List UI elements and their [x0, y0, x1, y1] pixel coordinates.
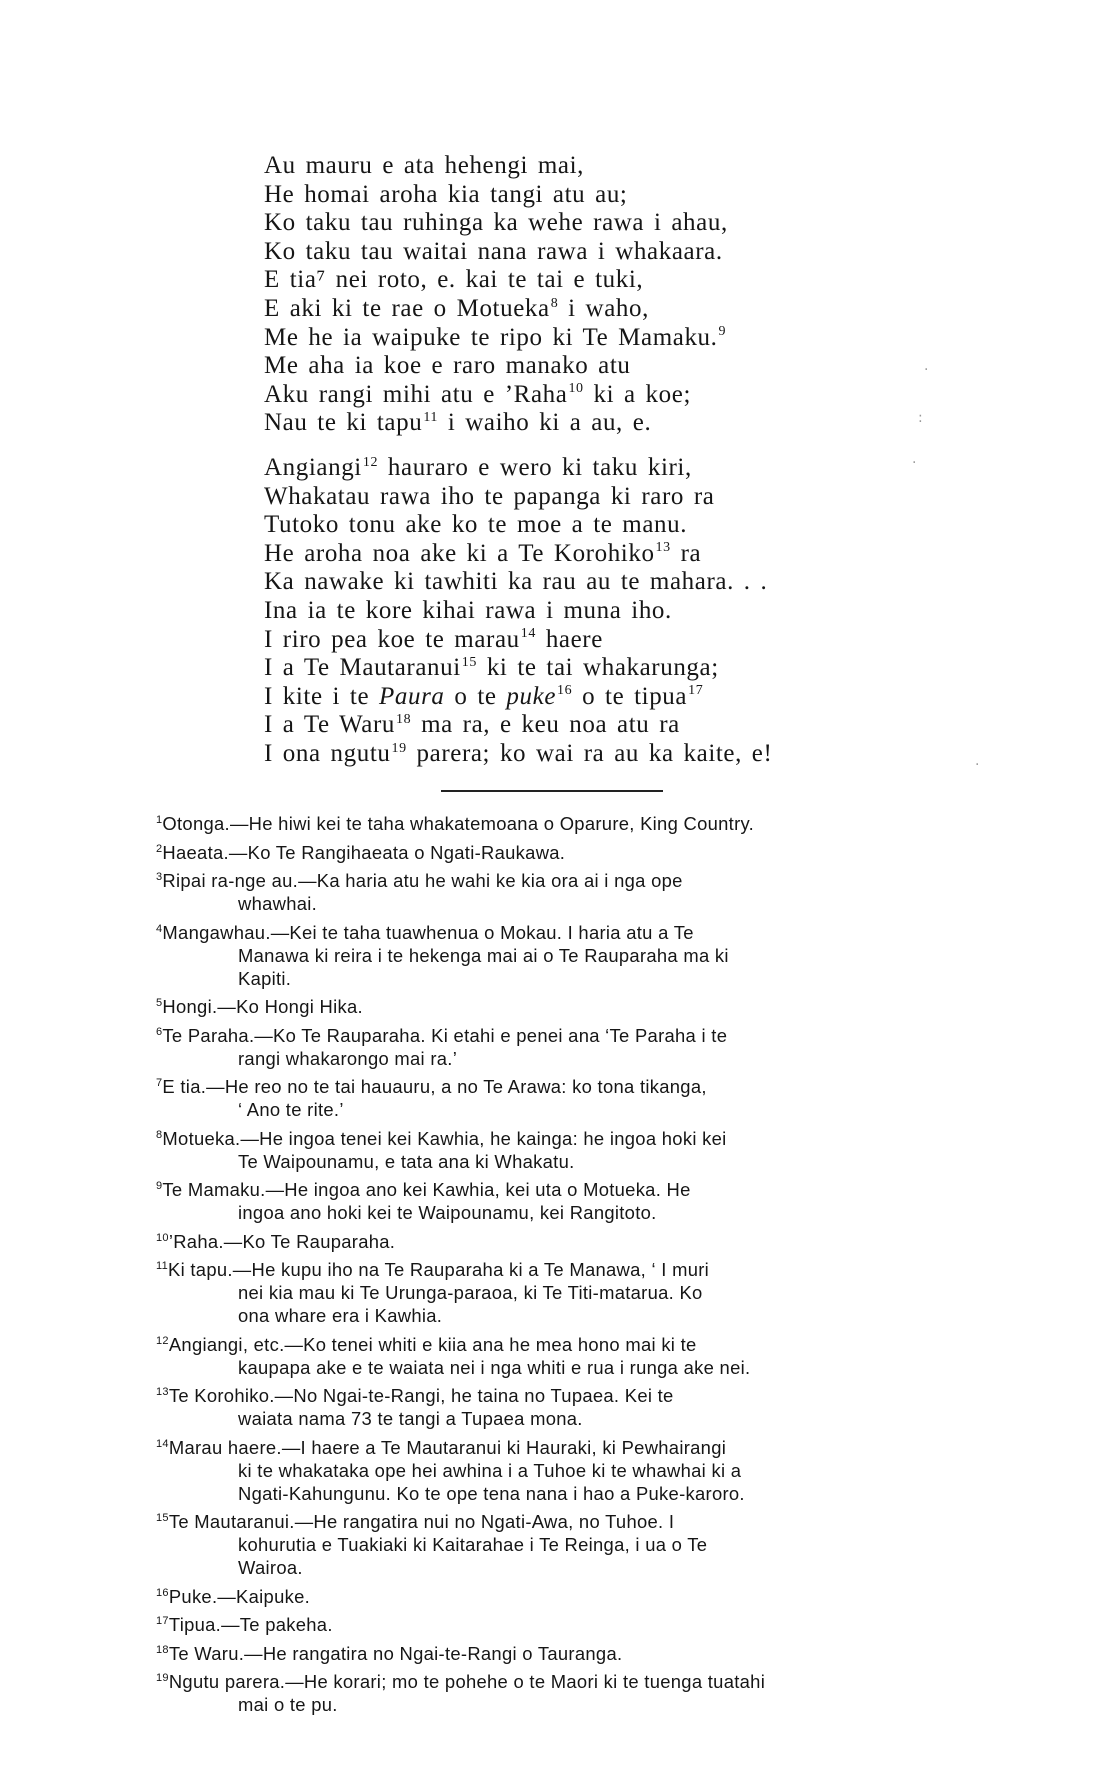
footnote-continuation: kaupapa ake e te waiata nei i nga whiti e rua i runga ake nei. — [238, 1356, 751, 1378]
footnote-first-line: $^6$Te Paraha.—Ko Te Rauparaha. Ki etahi e penei ana ‘Te Paraha i te — [156, 1024, 728, 1046]
footnote-number: 10 — [156, 1231, 169, 1244]
footnote — [156, 1510, 964, 1579]
footnote-number: 7 — [156, 1076, 163, 1089]
footnote — [156, 812, 964, 835]
footnote-first-line: $^7$E tia.—He reo no te tai hauauru, a no Te Arawa: ko tona tikanga, — [156, 1076, 707, 1097]
footnote-continuation: waiata nama 73 te tangi a Tupaea mona. — [238, 1408, 583, 1429]
poem-line: Ko taku tau ruhinga ka wehe rawa i ahau, — [264, 209, 728, 237]
poem-line: I a Te Waru$^{18}$ ma ra, e keu noa atu ra — [264, 711, 680, 739]
poem-line: Me he ia waipuke te ripo ki Te Mamaku.$^9$ — [264, 323, 727, 351]
footnote-number: 16 — [156, 1586, 169, 1599]
poem-line: Me aha ia koe e raro manako atu — [264, 352, 631, 380]
footnote — [156, 1127, 964, 1173]
footnote-continuation: Ngati-Kahungunu. Ko te ope tena nana i hao a Puke-karoro. — [238, 1482, 745, 1504]
footnote-first-line: $^{10}$’Raha.—Ko Te Rauparaha. — [156, 1230, 396, 1252]
separator-rule — [441, 790, 663, 792]
footnote — [156, 869, 964, 915]
poem-line: E aki ki te rae o Motueka$^8$ i waho, — [264, 294, 649, 322]
footnote-continuation: whawhai. — [238, 893, 318, 914]
italic-word: Paura — [379, 682, 445, 710]
footnote — [156, 1670, 964, 1716]
poem-line: I kite i te Paura o te puke$^{16}$ o te tipua$^{17}$ — [264, 682, 704, 710]
footnote-number: 14 — [156, 1437, 169, 1450]
footnote-continuation: nei kia mau ki Te Urunga-paraoa, ki Te Titi-matarua. Ko — [238, 1282, 703, 1303]
footnote-number: 17 — [156, 1614, 169, 1627]
footnote-first-line: $^{19}$Ngutu parera.—He korari; mo te pohehe o te Maori ki te tuenga tuatahi — [156, 1671, 766, 1692]
italic-word: puke — [506, 682, 557, 710]
footnote-ref: 9 — [718, 324, 727, 340]
footnote-continuation: Manawa ki reira i te hekenga mai ai o Te Rauparaha ma ki — [238, 944, 729, 966]
margin-mark: · — [912, 455, 917, 471]
footnote-ref: 17 — [688, 683, 704, 699]
footnote-ref: 18 — [396, 711, 412, 727]
footnote — [156, 1642, 964, 1665]
footnote-first-line: $^{13}$Te Korohiko.—No Ngai-te-Rangi, he taina no Tupaea. Kei te — [156, 1385, 674, 1406]
footnote-number: 12 — [156, 1334, 169, 1347]
footnote — [156, 1436, 964, 1505]
footnote-ref: 14 — [520, 626, 536, 642]
footnote — [156, 1075, 964, 1121]
footnote-number: 1 — [156, 813, 163, 826]
footnote — [156, 921, 964, 990]
footnote-ref: 15 — [461, 654, 477, 670]
footnote-continuation: ona whare era i Kawhia. — [238, 1305, 443, 1326]
footnote-number: 5 — [156, 996, 163, 1009]
poem-line: He aroha noa ake ki a Te Korohiko$^{13}$ ra — [264, 539, 702, 567]
footnote-continuation: rangi whakarongo mai ra.’ — [238, 1047, 458, 1069]
footnote-continuation: ‘ Ano te rite.’ — [238, 1099, 344, 1120]
footnote-first-line: $^{16}$Puke.—Kaipuke. — [156, 1585, 311, 1607]
footnotes — [156, 812, 964, 1722]
footnote — [156, 1258, 964, 1327]
stanza-gap — [264, 438, 984, 454]
poem-line: I ona ngutu$^{19}$ parera; ko wai ra au ka kaite, e! — [264, 739, 773, 767]
footnote-ref: 19 — [391, 740, 407, 756]
poem-line: Ka nawake ki tawhiti ka rau au te mahara. . . — [264, 568, 768, 596]
footnote-number: 9 — [156, 1179, 163, 1192]
poem-line: Whakatau rawa iho te papanga ki raro ra — [264, 482, 715, 510]
footnote-first-line: $^{17}$Tipua.—Te pakeha. — [156, 1614, 333, 1635]
footnote-number: 3 — [156, 870, 163, 883]
poem-line: E tia⁷ nei roto, e. kai te tai e tuki, — [264, 266, 644, 294]
footnote-number: 18 — [156, 1643, 169, 1656]
poem-line: Tutoko tonu ake ko te moe a te manu. — [264, 511, 688, 539]
footnote-ref: 12 — [362, 454, 379, 470]
footnote-first-line: $^9$Te Mamaku.—He ingoa ano kei Kawhia, kei uta o Motueka. He — [156, 1179, 691, 1200]
footnote — [156, 1178, 964, 1224]
footnote-ref: 10 — [568, 381, 584, 397]
footnote-number: 15 — [156, 1511, 169, 1524]
footnote-number: 19 — [156, 1671, 169, 1684]
footnote — [156, 1230, 964, 1253]
footnote-continuation: Kapiti. — [238, 967, 292, 989]
footnote-continuation: Wairoa. — [238, 1557, 303, 1578]
poem-line: Angiangi$^{12}$ hauraro e wero ki taku kiri, — [264, 453, 692, 481]
poem-line: Aku rangi mihi atu e ’Raha$^{10}$ ki a koe; — [264, 380, 691, 408]
footnote-ref: 11 — [423, 410, 439, 426]
footnote-number: 8 — [156, 1128, 163, 1141]
poem-line: Au mauru e ata hehengi mai, — [264, 152, 584, 179]
footnote-ref: 8 — [550, 295, 559, 311]
poem-line: I a Te Mautaranui$^{15}$ ki te tai whakarunga; — [264, 654, 719, 682]
poem-line: Ko taku tau waitai nana rawa i whakaara. — [264, 237, 723, 265]
margin-mark: · — [924, 362, 929, 378]
margin-mark: · — [975, 757, 980, 773]
footnote-continuation: kohurutia e Tuakiaki ki Kaitarahae i Te Reinga, i ua o Te — [238, 1534, 708, 1555]
footnote-number: 6 — [156, 1025, 163, 1038]
footnote-first-line: $^2$Haeata.—Ko Te Rangihaeata o Ngati-Raukawa. — [156, 841, 566, 863]
footnote-first-line: $^{11}$Ki tapu.—He kupu iho na Te Rauparaha ki a Te Manawa, ‘ I muri — [156, 1259, 710, 1280]
footnote-continuation: mai o te pu. — [238, 1694, 338, 1715]
poem — [264, 152, 984, 768]
margin-mark: : — [918, 410, 923, 426]
footnote-number: 13 — [156, 1385, 169, 1398]
footnote — [156, 1613, 964, 1636]
footnote — [156, 1333, 964, 1379]
footnote-first-line: $^{15}$Te Mautaranui.—He rangatira nui no Ngati-Awa, no Tuhoe. I — [156, 1511, 675, 1532]
footnote-first-line: $^5$Hongi.—Ko Hongi Hika. — [156, 996, 363, 1017]
footnote-first-line: $^3$Ripai ra-nge au.—Ka haria atu he wahi ke kia ora ai i nga ope — [156, 870, 683, 891]
poem-line: He homai aroha kia tangi atu au; — [264, 180, 628, 208]
footnote-first-line: $^{18}$Te Waru.—He rangatira no Ngai-te-Rangi o Tauranga. — [156, 1642, 623, 1664]
footnote — [156, 1024, 964, 1070]
poem-line: Ina ia te kore kihai rawa i muna iho. — [264, 596, 672, 624]
poem-line: Nau te ki tapu$^{11}$ i waiho ki a au, e. — [264, 409, 652, 437]
footnote — [156, 1384, 964, 1430]
footnote-continuation: ingoa ano hoki kei te Waipounamu, kei Rangitoto. — [238, 1202, 657, 1223]
footnote-continuation: Te Waipounamu, e tata ana ki Whakatu. — [238, 1150, 575, 1172]
footnote-continuation: ki te whakataka ope hei awhina i a Tuhoe ki te whawhai ki a — [238, 1459, 742, 1481]
footnote-ref: 13 — [655, 540, 671, 556]
footnote-number: 2 — [156, 842, 163, 855]
footnote-first-line: $^{14}$Marau haere.—I haere a Te Mautaranui ki Hauraki, ki Pewhairangi — [156, 1436, 727, 1458]
footnote-first-line: $^1$Otonga.—He hiwi kei te taha whakatemoana o Oparure, King Country. — [156, 813, 755, 834]
footnote-first-line: $^4$Mangawhau.—Kei te taha tuawhenua o Mokau. I haria atu a Te — [156, 921, 694, 943]
footnote-number: 11 — [156, 1259, 169, 1272]
footnote-number: 4 — [156, 922, 163, 935]
footnote — [156, 841, 964, 864]
footnote — [156, 995, 964, 1018]
footnote-ref: 16 — [557, 683, 573, 699]
footnote-first-line: $^8$Motueka.—He ingoa tenei kei Kawhia, he kainga: he ingoa hoki kei — [156, 1127, 727, 1149]
poem-line: I riro pea koe te marau$^{14}$ haere — [264, 625, 603, 653]
footnote — [156, 1585, 964, 1608]
footnote-first-line: $^{12}$Angiangi, etc.—Ko tenei whiti e kiia ana he mea hono mai ki te — [156, 1333, 697, 1355]
